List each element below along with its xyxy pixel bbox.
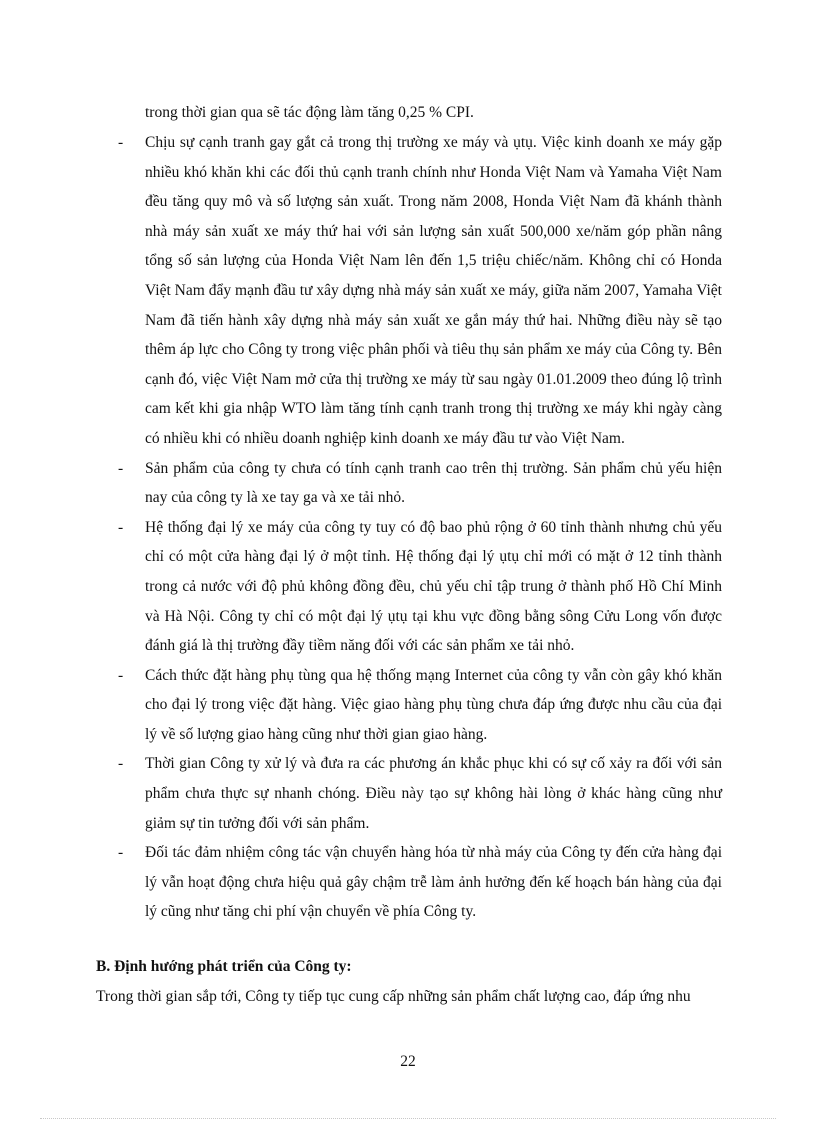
section-paragraph: Trong thời gian sắp tới, Công ty tiếp tục cung cấp những sản phẩm chất lượng cao, đáp ứng nhu — [96, 988, 691, 1005]
bullet-text: Chịu sự cạnh tranh gay gắt cả trong thị trường xe máy và ụtụ. Việc kinh doanh xe máy gặp nhiều khó khăn khi các đối thủ cạnh tranh chính như Honda Việt Nam và Yamaha Việt Nam đều tăng quy mô và số lượng sản xuất. Trong năm 2008, Honda Việt Nam đã khánh thành nhà máy sản xuất xe máy thứ hai với sản lượng sản xuất 500,000 xe/năm góp phần nâng tổng số sản lượng của Honda Việt Nam lên đến 1,5 triệu chiếc/năm. Không chỉ có Honda Việt Nam đẩy mạnh đầu tư xây dựng nhà máy sản xuất xe máy, giữa năm 2007, Yamaha Việt Nam đã tiến hành xây dựng nhà máy sản xuất xe gắn máy thứ hai. Những điều này sẽ tạo thêm áp lực cho Công ty trong việc phân phối và tiêu thụ sản phẩm xe máy của Công ty. Bên cạnh đó, việc Việt Nam mở cửa thị trường xe máy từ sau ngày 01.01.2009 theo đúng lộ trình cam kết khi gia nhập WTO làm tăng tính cạnh tranh trong thị trường xe máy khi ngày càng có nhiều khi có nhiều doanh nghiệp kinh doanh xe máy đầu tư vào Việt Nam. — [145, 134, 722, 447]
bullet-text: Cách thức đặt hàng phụ tùng qua hệ thống mạng Internet của công ty vẫn còn gây khó khăn cho đại lý trong việc đặt hàng. Việc giao hàng phụ tùng chưa đáp ứng được nhu cầu của đại lý về số lượng giao hàng cũng như thời gian giao hàng. — [145, 666, 722, 743]
bullet-text: Hệ thống đại lý xe máy của công ty tuy có độ bao phủ rộng ở 60 tỉnh thành nhưng chủ yếu chỉ có một cửa hàng đại lý ở một tỉnh. Hệ thống đại lý ụtụ chỉ mới có mặt ở 12 tỉnh thành trong cả nước với độ phủ không đồng đều, chủ yếu chỉ tập trung ở thành phố Hồ Chí Minh và Hà Nội. Công ty chỉ có một đại lý ụtụ tại khu vực đồng bằng sông Cửu Long vốn được đánh giá là thị trường đầy tiềm năng đối với các sản phẩm xe tải nhỏ. — [145, 518, 722, 655]
list-item — [118, 128, 722, 454]
section-heading: B. Định hướng phát triển của Công ty: — [96, 958, 352, 975]
list-item — [118, 661, 722, 750]
bullet-dash: - — [118, 134, 124, 151]
list-item — [118, 749, 722, 838]
bullet-dash: - — [118, 844, 124, 862]
bullet-dash: - — [118, 459, 124, 477]
bullet-text: Sản phẩm của công ty chưa có tính cạnh tranh cao trên thị trường. Sản phẩm chủ yếu hiện nay của công ty là xe tay ga và xe tải nhỏ. — [145, 459, 722, 507]
page-bottom-divider — [40, 1118, 776, 1119]
page-number: 22 — [400, 1053, 416, 1070]
bullet-dash: - — [118, 518, 124, 536]
list-item — [118, 838, 722, 927]
bullet-list — [118, 128, 722, 927]
bullet-text: Đối tác đảm nhiệm công tác vận chuyển hàng hóa từ nhà máy của Công ty đến cửa hàng đại lý vẫn hoạt động chưa hiệu quả gây chậm trễ làm ảnh hưởng đến kế hoạch bán hàng của đại lý cũng như tăng chi phí vận chuyển về phía Công ty. — [145, 844, 722, 921]
continuation-paragraph: trong thời gian qua sẽ tác động làm tăng 0,25 % CPI. — [145, 104, 474, 121]
list-item — [118, 454, 722, 513]
list-item — [118, 513, 722, 661]
bullet-text: Thời gian Công ty xử lý và đưa ra các phương án khắc phục khi có sự cố xảy ra đối với sản phẩm chưa thực sự nhanh chóng. Điều này tạo sự không hài lòng ở khác hàng cũng như giảm sự tin tưởng đối với sản phẩm. — [145, 755, 722, 832]
bullet-dash: - — [118, 755, 124, 773]
bullet-dash: - — [118, 666, 124, 684]
